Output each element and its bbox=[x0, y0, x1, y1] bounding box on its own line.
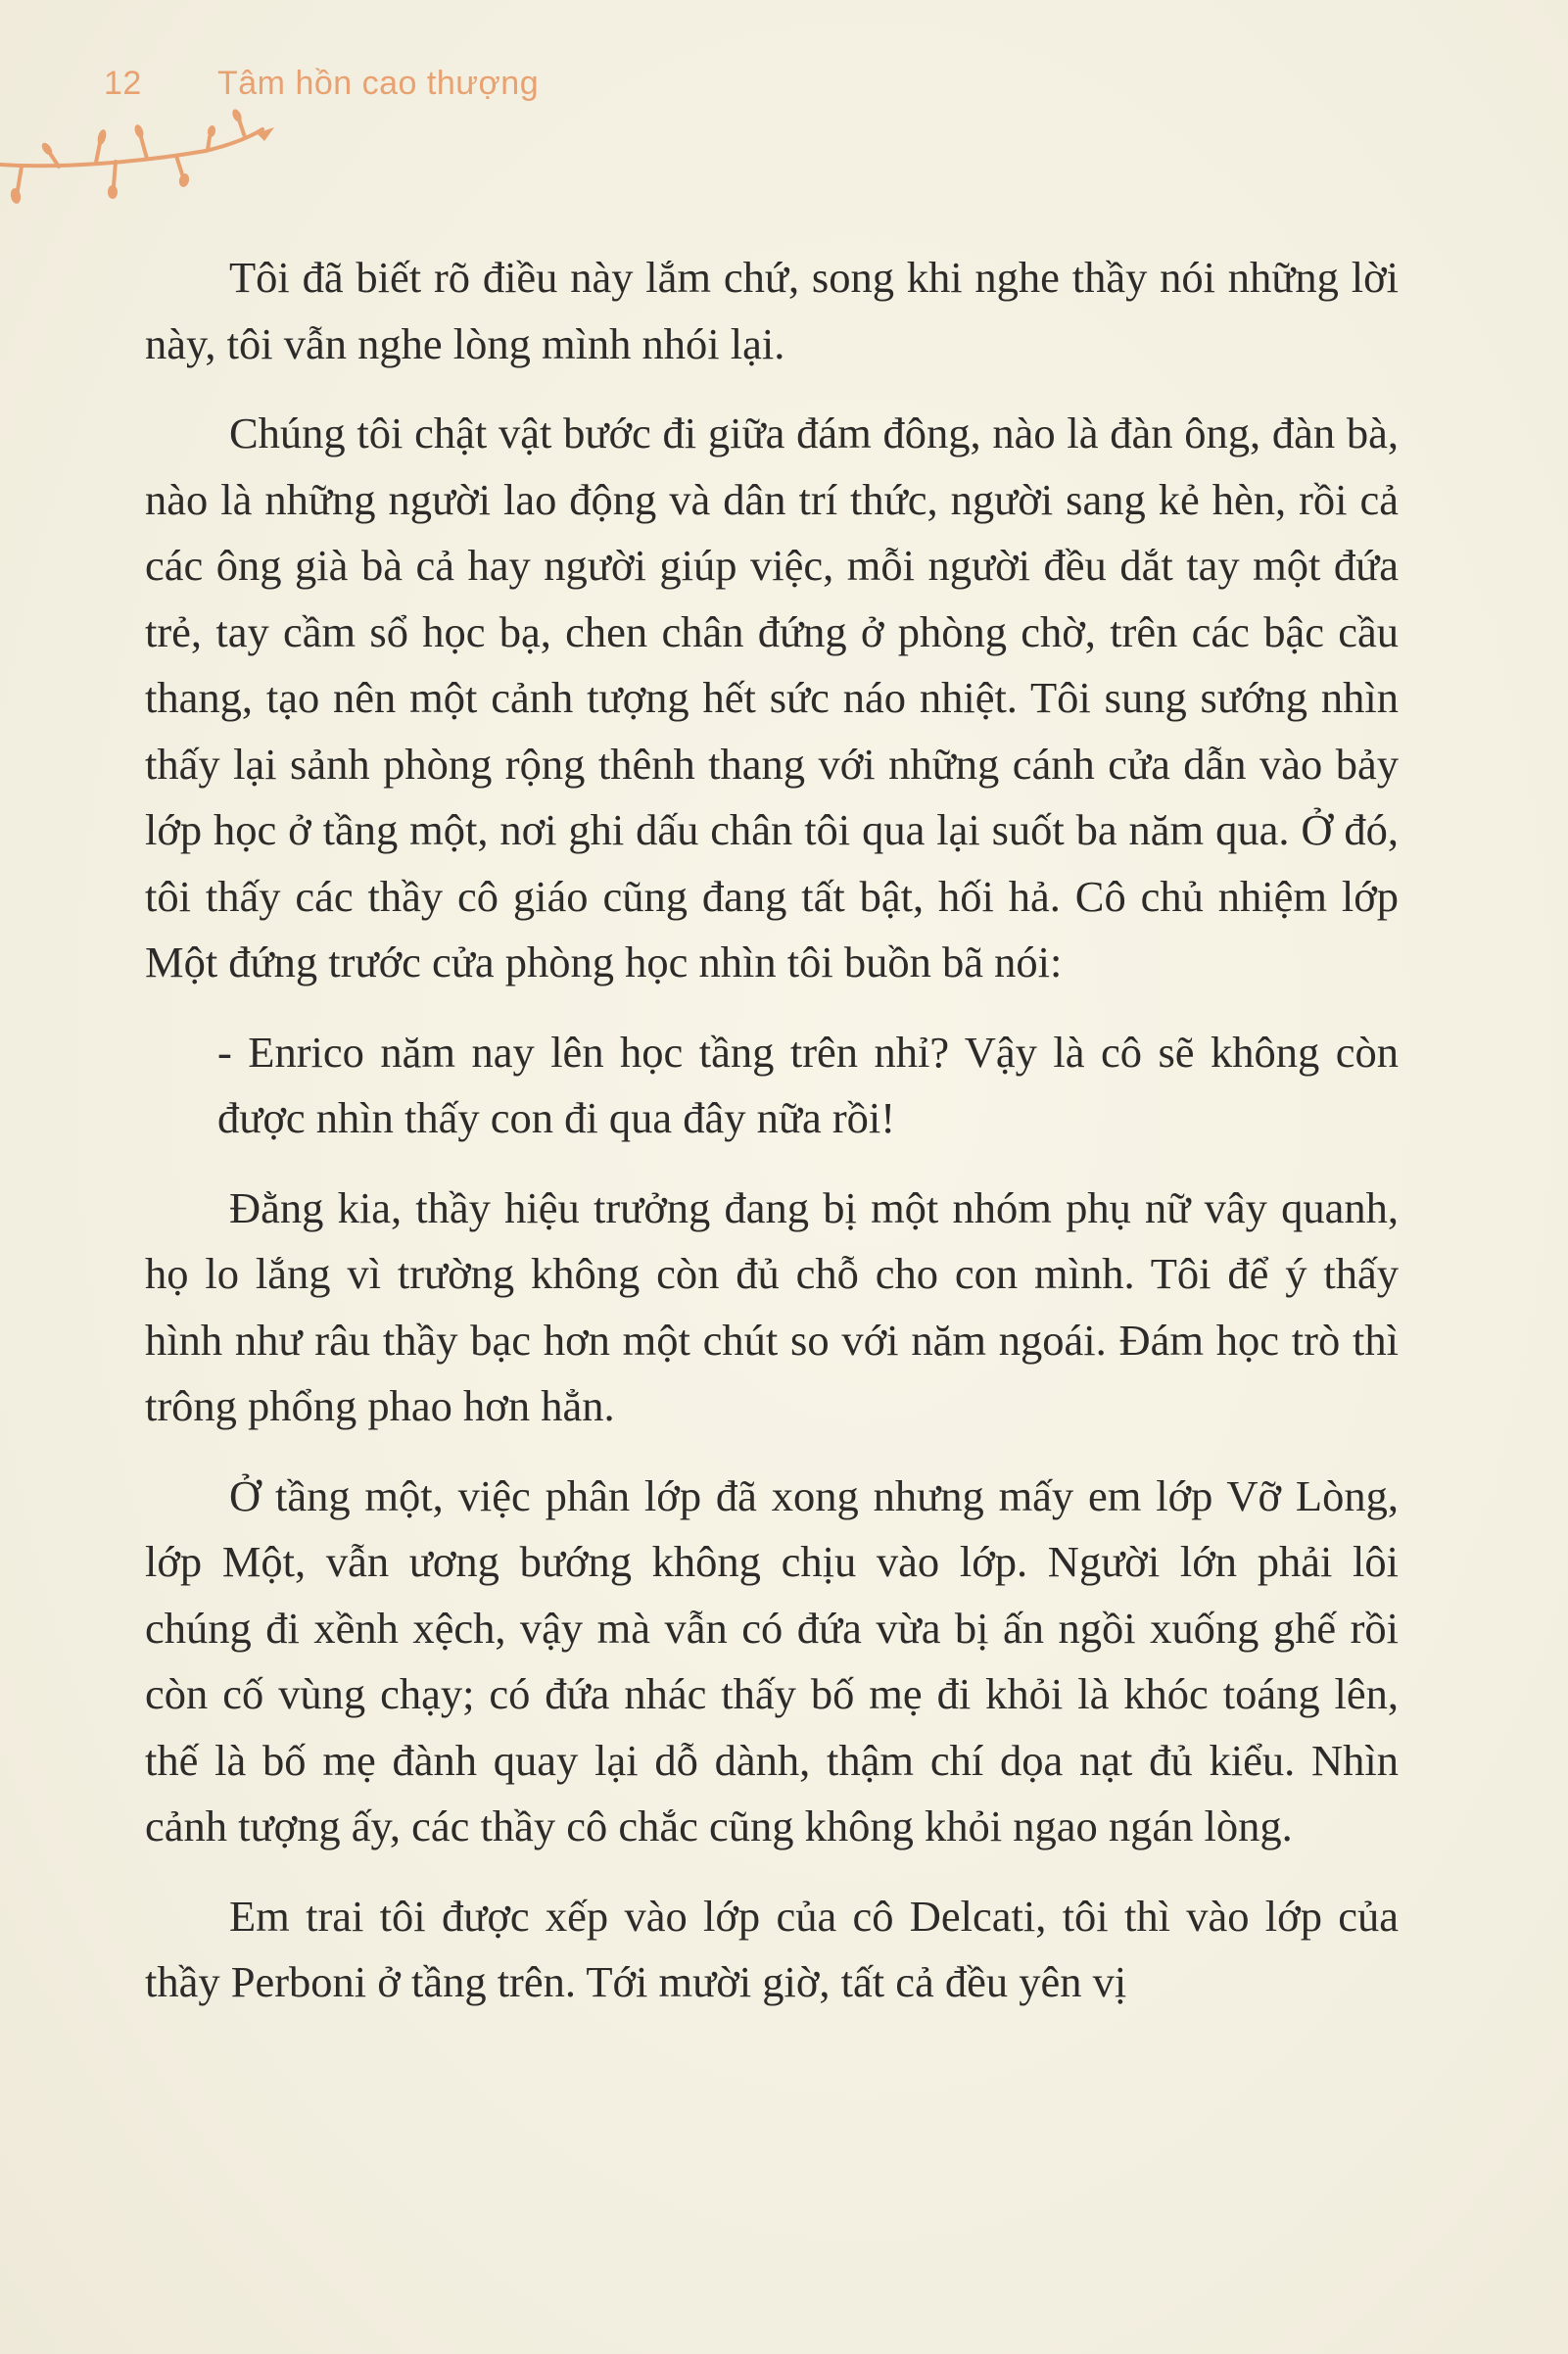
paragraph: Tôi đã biết rõ điều này lắm chứ, song khi nghe thầy nói những lời này, tôi vẫn nghe lòng mình nhói lại. bbox=[145, 253, 1399, 368]
paragraph: Ở tầng một, việc phân lớp đã xong nhưng mấy em lớp Vỡ Lòng, lớp Một, vẫn ương bướng không chịu vào lớp. Người lớn phải lôi chúng đi xềnh xệch, vậy mà vẫn có đứa vừa bị ấn ngồi xuống ghế rồi còn cố vùng chạy; có đứa nhác thấy bố mẹ đi khỏi là khóc toáng lên, thế là bố mẹ đành quay lại dỗ dành, thậm chí dọa nạt đủ kiểu. Nhìn cảnh tượng ấy, các thầy cô chắc cũng không khỏi ngao ngán lòng. bbox=[145, 1470, 1399, 1850]
paragraph: Em trai tôi được xếp vào lớp của cô Delcati, tôi thì vào lớp của thầy Perboni ở tầng trên. Tới mười giờ, tất cả đều yên vị bbox=[145, 1891, 1399, 2006]
page-number: 12 bbox=[104, 65, 142, 102]
body-text bbox=[145, 245, 1399, 2040]
page-header bbox=[104, 65, 539, 114]
paragraph: Đằng kia, thầy hiệu trưởng đang bị một nhóm phụ nữ vây quanh, họ lo lắng vì trường không còn đủ chỗ cho con mình. Tôi để ý thấy hình như râu thầy bạc hơn một chút so với năm ngoái. Đám học trò thì trông phổng phao hơn hẳn. bbox=[145, 1182, 1399, 1430]
running-title: Tâm hồn cao thượng bbox=[217, 65, 540, 102]
leafy-branch-icon bbox=[0, 108, 294, 216]
dialogue-paragraph: - Enrico năm nay lên học tầng trên nhỉ? Vậy là cô sẽ không còn được nhìn thấy con đi qua đây nữa rồi! bbox=[217, 1027, 1399, 1142]
paragraph: Chúng tôi chật vật bước đi giữa đám đông, nào là đàn ông, đàn bà, nào là những người lao động và dân trí thức, người sang kẻ hèn, rồi cả các ông già bà cả hay người giúp việc, mỗi người đều dắt tay một đứa trẻ, tay cầm sổ học bạ, chen chân đứng ở phòng chờ, trên các bậc cầu thang, tạo nên một cảnh tượng hết sức náo nhiệt. Tôi sung sướng nhìn thấy lại sảnh phòng rộng thênh thang với những cánh cửa dẫn vào bảy lớp học ở tầng một, nơi ghi dấu chân tôi qua lại suốt ba năm qua. Ở đó, tôi thấy các thầy cô giáo cũng đang tất bật, hối hả. Cô chủ nhiệm lớp Một đứng trước cửa phòng học nhìn tôi buồn bã nói: bbox=[145, 408, 1399, 986]
